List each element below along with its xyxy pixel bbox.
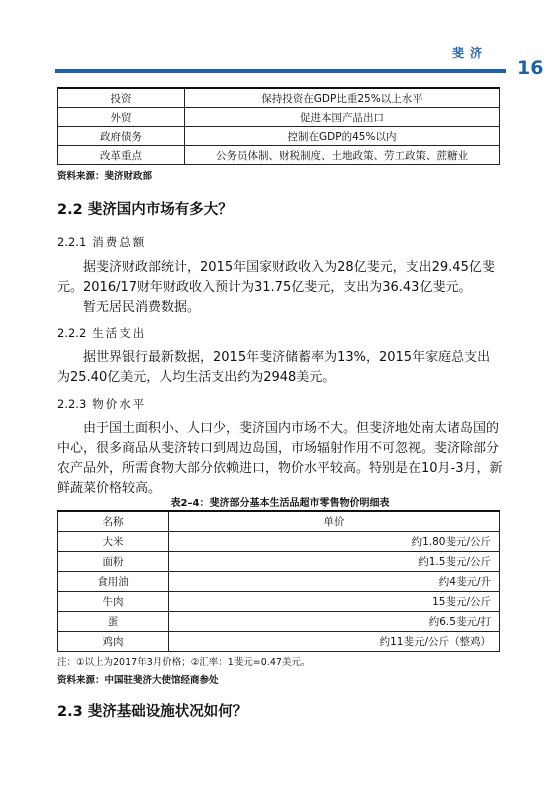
table-row xyxy=(58,572,500,592)
column-header-price: 单价 xyxy=(169,511,500,532)
subsection-heading xyxy=(57,396,146,412)
subsection-title: 生活支出 xyxy=(92,326,147,340)
table-cell-price: 约11斐元/公斤（整鸡） xyxy=(169,632,500,652)
table-row xyxy=(58,592,500,612)
source-note: 资料来源：中国驻斐济大使馆经商参处 xyxy=(57,675,219,686)
table-cell-price: 约6.5斐元/打 xyxy=(169,612,500,632)
source-note: 资料来源：斐济财政部 xyxy=(57,171,153,182)
table-header-row xyxy=(58,511,500,532)
paragraph: 暂无居民消费数据。 xyxy=(83,300,201,315)
table-cell-value: 保持投资在GDP比重25%以上水平 xyxy=(185,88,500,108)
table-cell-key: 投资 xyxy=(58,88,185,108)
table-row xyxy=(58,108,500,127)
page-number: 16 xyxy=(517,57,544,79)
subsection-number: 2.2.2 xyxy=(57,326,87,340)
subsection-heading xyxy=(57,234,146,250)
table-cell-key: 外贸 xyxy=(58,108,185,127)
table-cell-name: 蛋 xyxy=(58,612,169,632)
table-cell-value: 公务员体制、财税制度、土地政策、劳工政策、蔗糖业 xyxy=(185,146,500,165)
table-cell-price: 约4斐元/升 xyxy=(169,572,500,592)
table-cell-name: 大米 xyxy=(58,532,169,552)
subsection-title: 消费总额 xyxy=(92,235,147,249)
price-table xyxy=(57,510,500,652)
table-caption: 表2–4：斐济部分基本生活品超市零售物价明细表 xyxy=(170,498,390,509)
table-row xyxy=(58,532,500,552)
policy-table xyxy=(57,87,500,165)
paragraph: 据世界银行最新数据，2015年斐济储蓄率为13%，2015年家庭总支出为25.40亿美元，人均生活支出约为2948美元。 xyxy=(57,350,491,385)
table-row xyxy=(58,88,500,108)
table-cell-key: 政府债务 xyxy=(58,127,185,146)
table-row xyxy=(58,552,500,572)
subsection-number: 2.2.3 xyxy=(57,397,87,411)
table-row xyxy=(58,127,500,146)
paragraph: 据斐济财政部统计，2015年国家财政收入为28亿斐元，支出29.45亿斐元。2016/17财年财政收入预计为31.75亿斐元，支出为36.43亿斐元。 xyxy=(57,260,495,295)
table-cell-value: 控制在GDP的45%以内 xyxy=(185,127,500,146)
subsection-title: 物价水平 xyxy=(92,397,147,411)
subsection-number: 2.2.1 xyxy=(57,235,87,249)
table-cell-price: 约1.80斐元/公斤 xyxy=(169,532,500,552)
section-heading: 2.3 斐济基础设施状况如何？ xyxy=(57,704,248,720)
header-country: 斐济 xyxy=(452,46,489,60)
column-header-name: 名称 xyxy=(58,511,169,532)
table-cell-name: 面粉 xyxy=(58,552,169,572)
section-heading: 2.2 斐济国内市场有多大？ xyxy=(57,202,233,218)
table-cell-key: 改革重点 xyxy=(58,146,185,165)
table-row xyxy=(58,612,500,632)
table-cell-name: 鸡肉 xyxy=(58,632,169,652)
table-row xyxy=(58,632,500,652)
table-cell-value: 促进本国产品出口 xyxy=(185,108,500,127)
table-cell-name: 牛肉 xyxy=(58,592,169,612)
table-row xyxy=(58,146,500,165)
header-rule xyxy=(55,69,506,73)
paragraph: 由于国土面积小、人口少，斐济国内市场不大。但斐济地处南太诸岛国的中心，很多商品从斐济转口到周边岛国，市场辐射作用不可忽视。斐济除部分农产品外，所需食物大部分依赖进口，物价水平较高。特别是在10月-3月，新鲜蔬菜价格较高。 xyxy=(57,421,503,496)
table-note: 注：①以上为2017年3月价格；②汇率：1斐元=0.47美元。 xyxy=(57,657,311,668)
table-cell-price: 约1.5斐元/公斤 xyxy=(169,552,500,572)
table-cell-name: 食用油 xyxy=(58,572,169,592)
subsection-heading xyxy=(57,325,146,341)
table-cell-price: 15斐元/公斤 xyxy=(169,592,500,612)
